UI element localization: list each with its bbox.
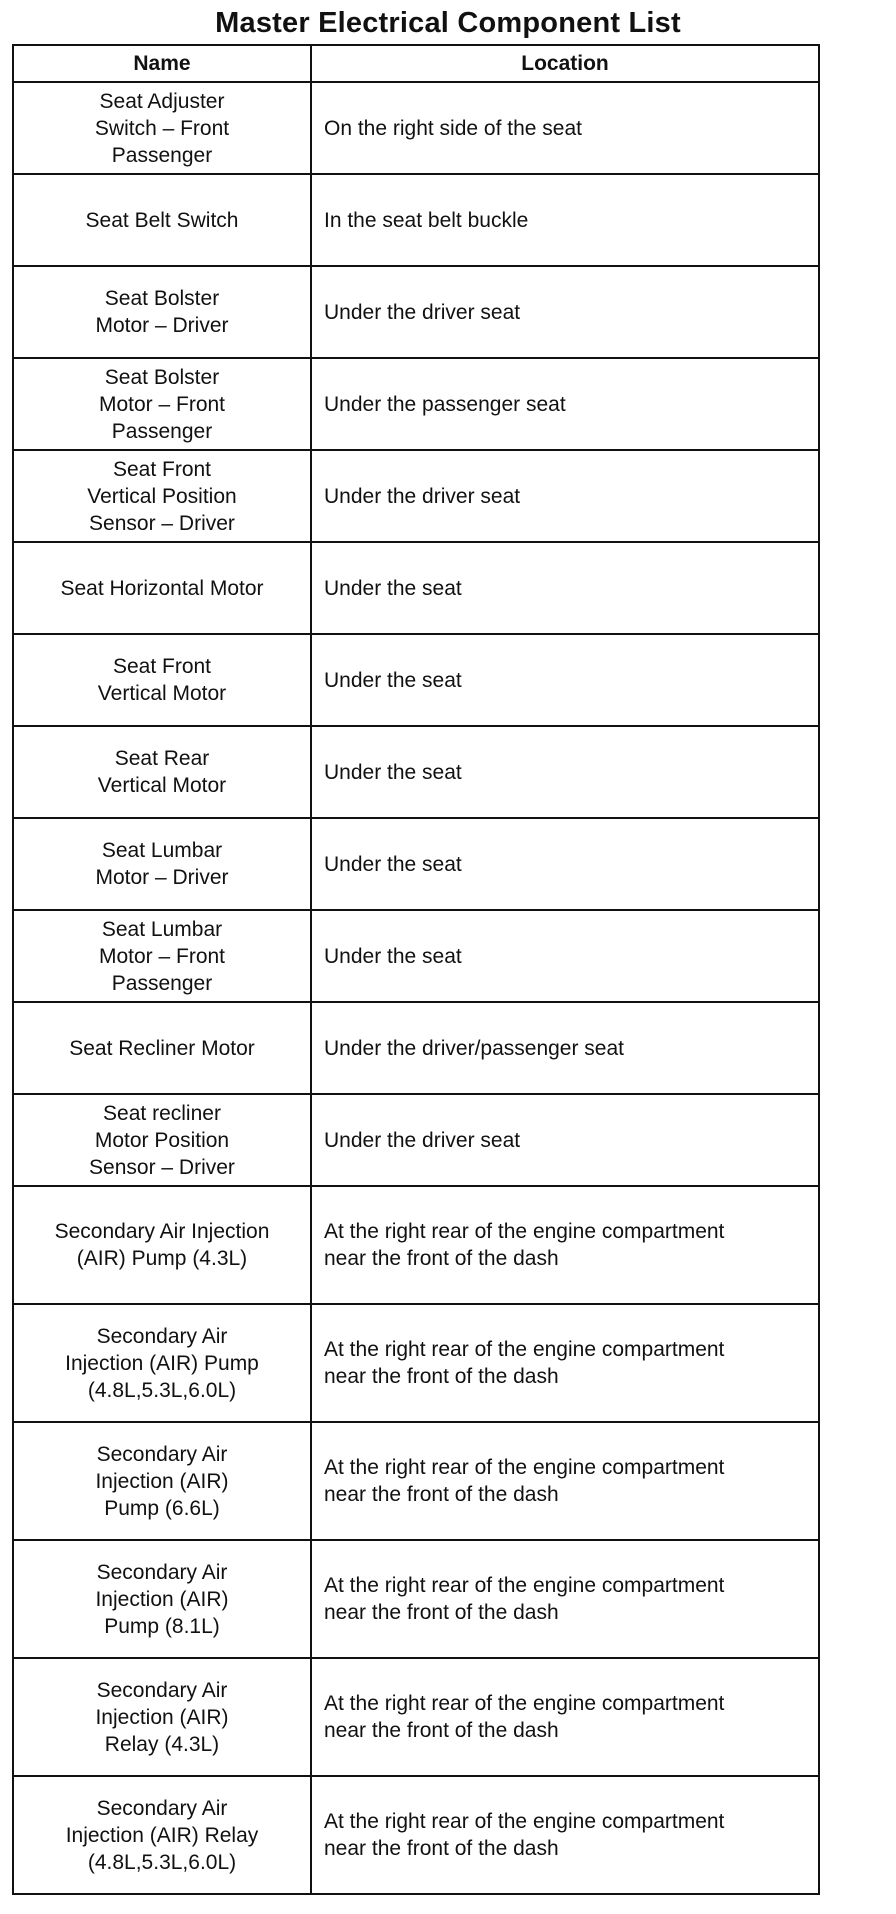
component-name-cell: Seat Horizontal Motor	[13, 542, 311, 634]
component-location-cell: At the right rear of the engine compartment near the front of the dash	[311, 1540, 819, 1658]
component-location-cell: Under the seat	[311, 910, 819, 1002]
component-location-cell: Under the driver/passenger seat	[311, 1002, 819, 1094]
table-row	[13, 542, 819, 634]
component-name-cell: Seat Recliner Motor	[13, 1002, 311, 1094]
page-title: Master Electrical Component List	[215, 7, 681, 39]
component-name-cell: Secondary Air Injection (AIR) Pump (4.3L)	[13, 1186, 311, 1304]
table-header-row	[13, 45, 819, 82]
component-location-cell: On the right side of the seat	[311, 82, 819, 174]
component-location-cell: At the right rear of the engine compartment near the front of the dash	[311, 1422, 819, 1540]
component-name-cell: Secondary Air Injection (AIR) Pump (4.8L,5.3L,6.0L)	[13, 1304, 311, 1422]
component-location-cell: Under the passenger seat	[311, 358, 819, 450]
table-row	[13, 726, 819, 818]
component-name-cell: Secondary Air Injection (AIR) Pump (6.6L)	[13, 1422, 311, 1540]
component-location-cell: At the right rear of the engine compartment near the front of the dash	[311, 1186, 819, 1304]
component-location-cell: At the right rear of the engine compartment near the front of the dash	[311, 1658, 819, 1776]
table-row	[13, 1186, 819, 1304]
component-location-cell: Under the driver seat	[311, 450, 819, 542]
component-location-cell: Under the driver seat	[311, 1094, 819, 1186]
table-row	[13, 818, 819, 910]
component-location-cell: In the seat belt buckle	[311, 174, 819, 266]
table-body	[13, 82, 819, 1894]
component-name-cell: Seat recliner Motor Position Sensor – Driver	[13, 1094, 311, 1186]
component-name-cell: Seat Lumbar Motor – Driver	[13, 818, 311, 910]
component-name-cell: Secondary Air Injection (AIR) Relay (4.8L,5.3L,6.0L)	[13, 1776, 311, 1894]
component-location-cell: Under the seat	[311, 818, 819, 910]
table-row	[13, 266, 819, 358]
component-name-cell: Seat Bolster Motor – Front Passenger	[13, 358, 311, 450]
component-location-cell: Under the seat	[311, 634, 819, 726]
table-row	[13, 450, 819, 542]
table-row	[13, 634, 819, 726]
table-row	[13, 358, 819, 450]
component-name-cell: Seat Rear Vertical Motor	[13, 726, 311, 818]
component-name-cell: Seat Belt Switch	[13, 174, 311, 266]
table-row	[13, 1002, 819, 1094]
table-row	[13, 1094, 819, 1186]
table-row	[13, 1658, 819, 1776]
component-name-cell: Seat Lumbar Motor – Front Passenger	[13, 910, 311, 1002]
component-name-cell: Seat Bolster Motor – Driver	[13, 266, 311, 358]
column-header-name: Name	[13, 45, 311, 82]
component-name-cell: Seat Front Vertical Position Sensor – Driver	[13, 450, 311, 542]
table-row	[13, 1776, 819, 1894]
component-name-cell: Seat Adjuster Switch – Front Passenger	[13, 82, 311, 174]
table-row	[13, 1304, 819, 1422]
component-location-cell: Under the seat	[311, 726, 819, 818]
table-row	[13, 1422, 819, 1540]
table-row	[13, 910, 819, 1002]
component-name-cell: Seat Front Vertical Motor	[13, 634, 311, 726]
component-location-cell: Under the seat	[311, 542, 819, 634]
component-location-cell: At the right rear of the engine compartment near the front of the dash	[311, 1776, 819, 1894]
component-name-cell: Secondary Air Injection (AIR) Relay (4.3L)	[13, 1658, 311, 1776]
component-location-cell: Under the driver seat	[311, 266, 819, 358]
table-row	[13, 174, 819, 266]
component-name-cell: Secondary Air Injection (AIR) Pump (8.1L)	[13, 1540, 311, 1658]
column-header-location: Location	[311, 45, 819, 82]
table-row	[13, 1540, 819, 1658]
table-row	[13, 82, 819, 174]
component-table	[12, 44, 820, 1895]
component-location-cell: At the right rear of the engine compartment near the front of the dash	[311, 1304, 819, 1422]
